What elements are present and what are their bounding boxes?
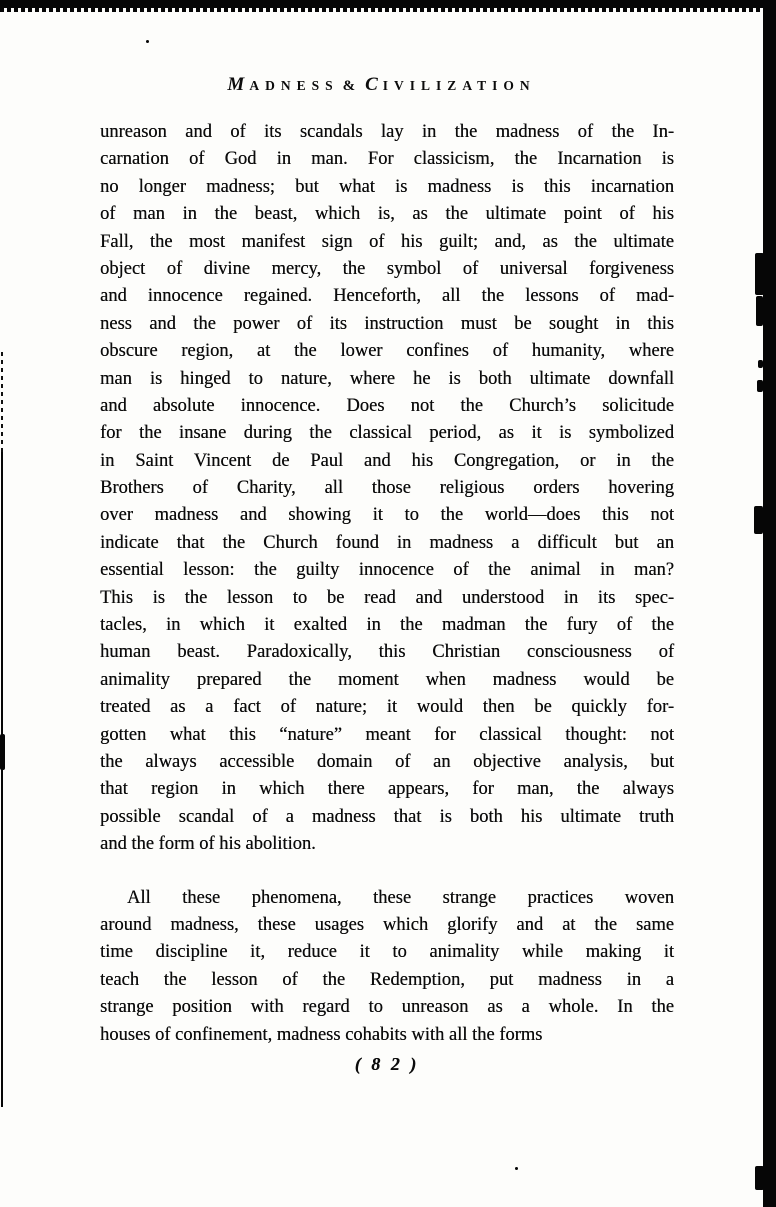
text-line: This is the lesson to be read and understood in its spec- [100, 587, 674, 608]
text-line: time discipline it, reduce it to animality while making it [100, 942, 674, 963]
running-head-initial: M [227, 74, 250, 95]
text-line: indicate that the Church found in madness a difficult but an [100, 532, 674, 553]
scan-artifact-left-edge [1, 452, 3, 1107]
page-body-text [100, 119, 674, 1049]
text-line: gotten what this “nature” meant for classical thought: not [100, 724, 674, 745]
text-line: strange position with regard to unreason as a whole. In the [100, 997, 674, 1018]
scan-artifact-right-edge [763, 0, 776, 1207]
scan-artifact-blob [755, 1166, 764, 1190]
scan-artifact-blob [758, 360, 763, 368]
text-line: no longer madness; but what is madness is this incarnation [100, 176, 674, 197]
running-head [0, 74, 763, 96]
text-line: treated as a fact of nature; it would then be quickly for- [100, 697, 674, 718]
text-line: the always accessible domain of an objective analysis, but [100, 751, 674, 772]
text-line: All these phenomena, these strange practices woven [127, 887, 674, 908]
text-line: animality prepared the moment when madness would be [100, 669, 674, 690]
scan-artifact-blob [0, 734, 5, 770]
scan-artifact-left-dotted-line [1, 352, 3, 452]
running-head-initial: C [365, 74, 383, 95]
body-paragraph [100, 885, 674, 1049]
page-number: ( 8 2 ) [354, 1054, 420, 1074]
text-line: for the insane during the classical period, as it is symbolized [100, 423, 674, 444]
text-line: that region in which there appears, for man, the always [100, 779, 674, 800]
text-line: essential lesson: the guilty innocence of the animal in man? [100, 560, 674, 581]
text-line: houses of confinement, madness cohabits with all the forms [100, 1024, 543, 1045]
text-line: unreason and of its scandals lay in the madness of the In- [100, 122, 674, 142]
text-line: obscure region, at the lower confines of humanity, where [100, 341, 674, 362]
text-line: around madness, these usages which glorify and at the same [100, 914, 674, 935]
scan-artifact-top-fringe [0, 8, 776, 12]
ampersand: & [342, 78, 362, 94]
scan-artifact-blob [754, 506, 763, 534]
body-paragraph [100, 119, 674, 859]
scan-artifact-speck [515, 1167, 518, 1170]
text-line: possible scandal of a madness that is both his ultimate truth [100, 806, 674, 827]
text-line: and the form of his abolition. [100, 834, 316, 855]
scan-artifact-blob [756, 296, 763, 326]
text-line: in Saint Vincent de Paul and his Congregation, or in the [100, 450, 674, 471]
text-line: carnation of God in man. For classicism, the Incarnation is [100, 149, 674, 170]
text-line: Fall, the most manifest sign of his guilt; and, as the ultimate [100, 231, 674, 252]
text-line: man is hinged to nature, where he is both ultimate downfall [100, 368, 674, 389]
running-head-caps: IVILIZATION [382, 78, 536, 93]
text-line: tacles, in which it exalted in the madman the fury of the [100, 615, 674, 636]
text-line: teach the lesson of the Redemption, put madness in a [100, 969, 674, 990]
text-line: human beast. Paradoxically, this Christian consciousness of [100, 642, 674, 663]
scan-artifact-blob [755, 253, 764, 295]
text-line: ness and the power of its instruction must be sought in this [100, 313, 674, 334]
text-line: object of divine mercy, the symbol of universal forgiveness [100, 258, 674, 279]
scan-artifact-speck [146, 40, 149, 43]
running-head-caps: ADNESS [249, 78, 339, 93]
text-line: of man in the beast, which is, as the ultimate point of his [100, 204, 674, 225]
text-line: and innocence regained. Henceforth, all the lessons of mad- [100, 286, 674, 307]
text-line: Brothers of Charity, all those religious orders hovering [100, 478, 674, 499]
text-line: over madness and showing it to the world—does this not [100, 505, 674, 526]
text-line: and absolute innocence. Does not the Church’s solicitude [100, 395, 674, 416]
scan-artifact-blob [757, 380, 763, 392]
scan-artifact-top-edge [0, 0, 776, 8]
